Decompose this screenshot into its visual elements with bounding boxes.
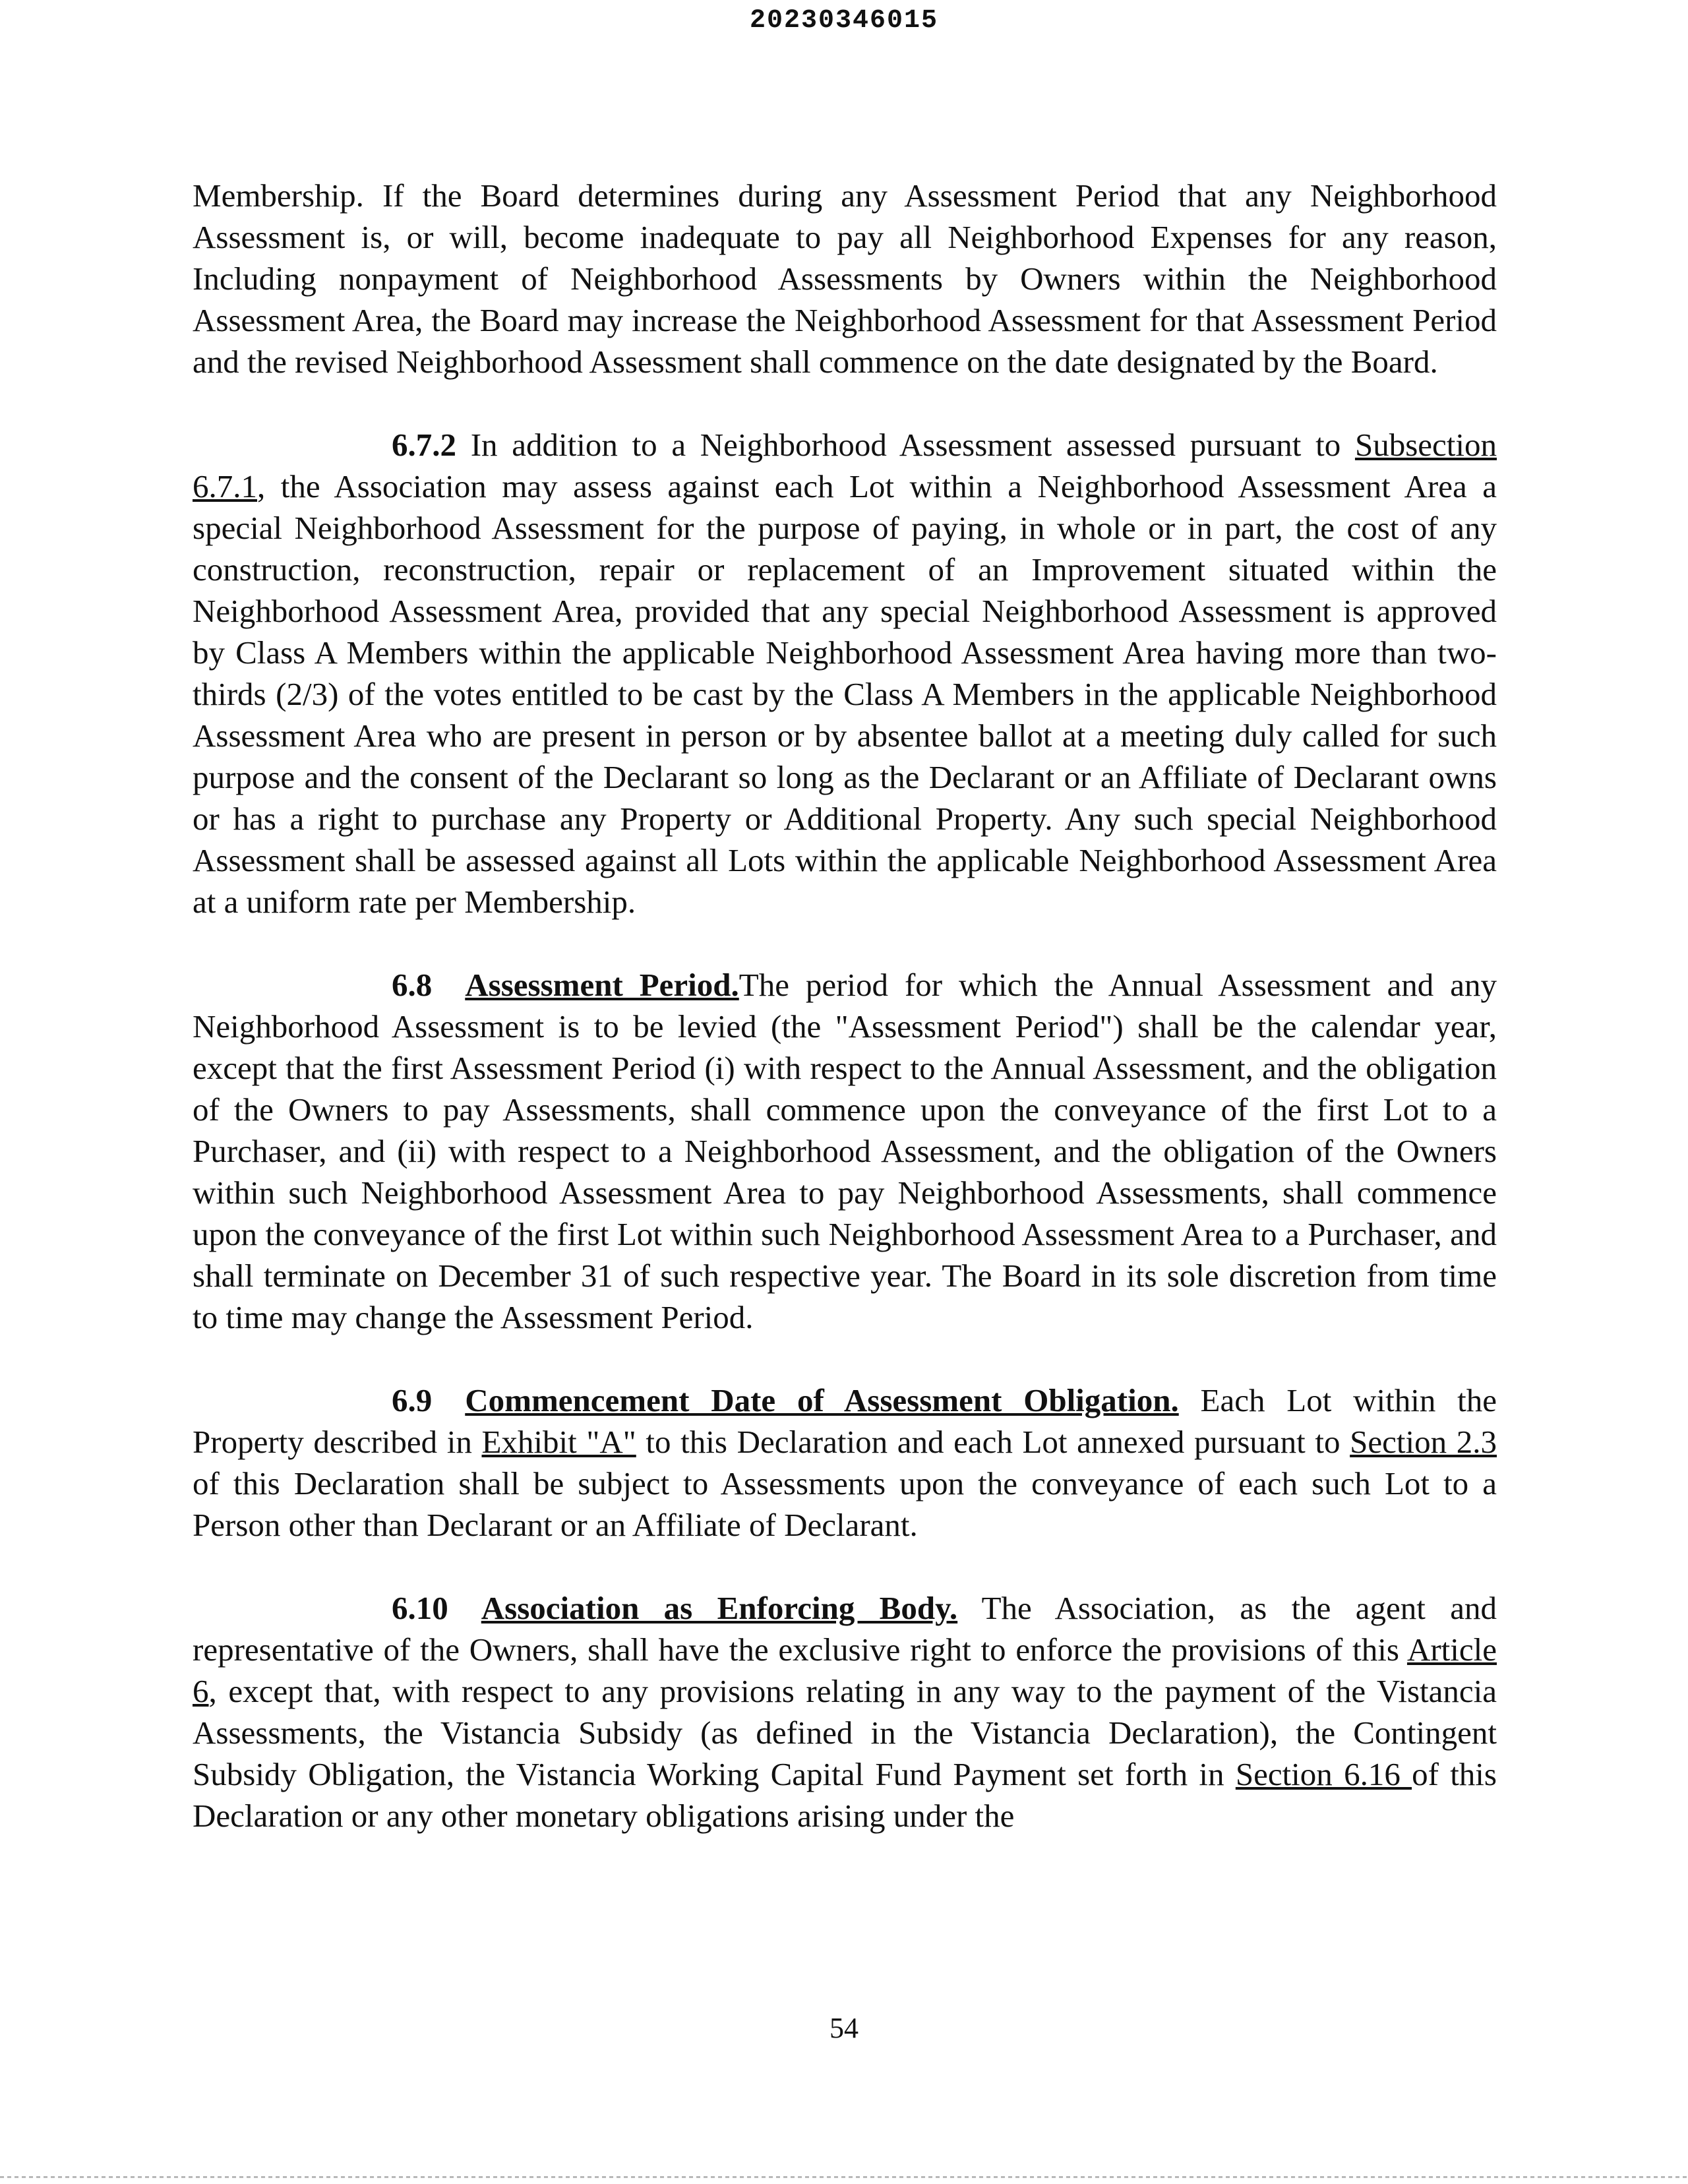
paragraph-text: , except that, with respect to any provisions relating in any way to the payment of the Vistancia Assessments, the Vistancia Subsidy (as defined in the Vistancia Declaration), the Contingent Subsidy Obligation, the Vistancia Working Capital Fund Payment set forth in	[193, 1673, 1497, 1792]
section-heading: Assessment Period.	[465, 967, 739, 1003]
section-heading: Association as Enforcing Body.	[481, 1590, 958, 1626]
scan-edge-divider	[0, 2176, 1688, 2178]
paragraph-6-7-2	[193, 424, 1497, 923]
paragraph-text: , the Association may assess against each Lot within a Neighborhood Assessment Area a special Neighborhood Assessment for the purpose of paying, in whole or in part, the cost of any construction, reconstruction, repair or replacement of an Improvement situated within the Neighborhood Assessment Area, provided that any special Neighborhood Assessment is approved by Class A Members within the applicable Neighborhood Assessment Area having more than two-thirds (2/3) of the votes entitled to be cast by the Class A Members in the applicable Neighborhood Assessment Area who are present in person or by absentee ballot at a meeting duly called for such purpose and the consent of the Declarant so long as the Declarant or an Affiliate of Declarant owns or has a right to purchase any Property or Additional Property. Any such special Neighborhood Assessment shall be assessed against all Lots within the applicable Neighborhood Assessment Area at a uniform rate per Membership.	[193, 468, 1497, 920]
paragraph-text: The period for which the Annual Assessment and any Neighborhood Assessment is to be levied (the "Assessment Period") shall be the calendar year, except that the first Assessment Period (i) with respect to the Annual Assessment, and the obligation of the Owners to pay Assessments, shall commence upon the conveyance of the first Lot to a Purchaser, and (ii) with respect to a Neighborhood Assessment, and the obligation of the Owners within such Neighborhood Assessment Area to pay Neighborhood Assessments, shall commence upon the conveyance of the first Lot within such Neighborhood Assessment Area to a Purchaser, and shall terminate on December 31 of such respective year. The Board in its sole discretion from time to time may change the Assessment Period.	[193, 967, 1497, 1335]
paragraph-membership-continuation	[193, 175, 1497, 382]
paragraph-text: to this Declaration and each Lot annexed pursuant to	[636, 1424, 1350, 1460]
paragraph-text: of this Declaration shall be subject to Assessments upon the conveyance of each such Lot to a Person other than Declarant or an Affiliate of Declarant.	[193, 1465, 1497, 1543]
paragraph-text: Membership. If the Board determines during any Assessment Period that any Neighborhood Assessment is, or will, become inadequate to pay all Neighborhood Expenses for any reason, Including nonpayment of Neighborhood Assessments by Owners within the Neighborhood Assessment Area, the Board may increase the Neighborhood Assessment for that Assessment Period and the revised Neighborhood Assessment shall commence on the date designated by the Board.	[193, 177, 1497, 380]
paragraph-6-9	[193, 1380, 1497, 1546]
document-body	[193, 175, 1497, 1878]
section-number: 6.8	[392, 967, 433, 1003]
paragraph-text: In addition to a Neighborhood Assessment assessed pursuant to	[456, 427, 1355, 463]
paragraph-6-8	[193, 964, 1497, 1338]
page-number: 54	[829, 2012, 859, 2044]
recording-number: 20230346015	[749, 6, 939, 36]
section-number: 6.7.2	[392, 427, 456, 463]
cross-reference-section-6-16: Section 6.16	[1235, 1756, 1412, 1792]
cross-reference-subsection-6-7-1: Subsection 6.7.1	[193, 427, 1497, 504]
section-heading: Commencement Date of Assessment Obligation.	[465, 1382, 1179, 1418]
paragraph-text: of this Declaration or any other monetary obligations arising under the	[193, 1756, 1497, 1834]
paragraph-text: The Association, as the agent and representative of the Owners, shall have the exclusive right to enforce the provisions of this	[193, 1590, 1497, 1668]
cross-reference-exhibit-a: Exhibit "A"	[481, 1424, 636, 1460]
paragraph-6-10	[193, 1587, 1497, 1836]
cross-reference-section-2-3: Section 2.3	[1350, 1424, 1497, 1460]
section-number: 6.9	[392, 1382, 433, 1418]
paragraph-text: Each Lot within the Property described in	[193, 1382, 1497, 1460]
section-number: 6.10	[392, 1590, 448, 1626]
cross-reference-article-6: Article 6	[193, 1631, 1497, 1709]
